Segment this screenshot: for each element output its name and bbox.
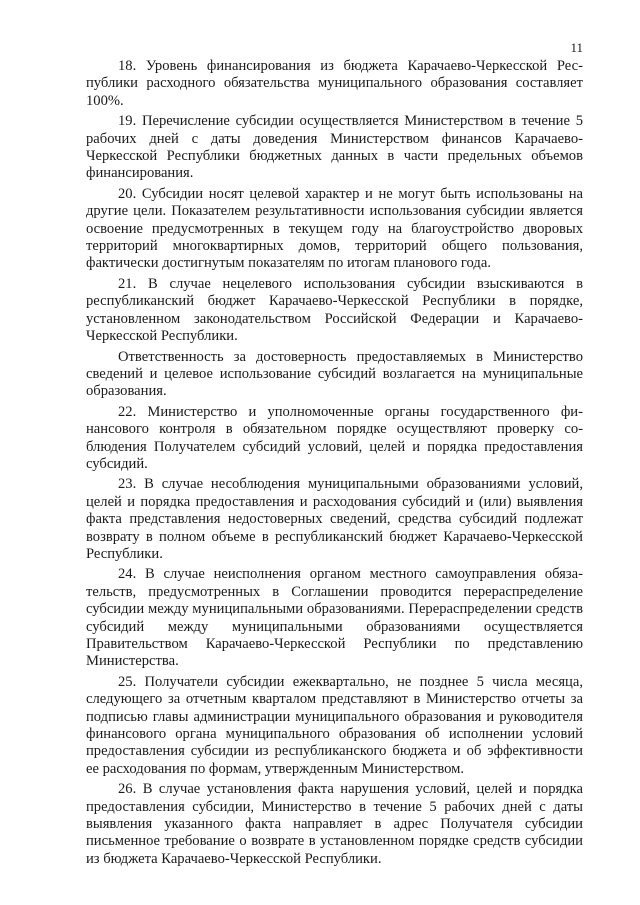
paragraph-21: 21. В случае нецелевого использования субсидии взыскиваются в республиканский бюджет Карачаево-Черкесской Республики в порядке, установленном законодательством Российской Федерации и Карачаево-Черкесской Республики.	[86, 275, 583, 345]
paragraph-26: 26. В случае установления факта нарушения условий, целей и порядка предоставления субсидии, Министерство в течение 5 рабочих дней с даты выявления указанного факта направляет в адрес Получателя субсидии письменное требование о возврате в установленном порядке средств субсидии из бюджета Карачаево-Черкесской Республики.	[86, 781, 583, 867]
document-body	[86, 58, 583, 868]
paragraph-19: 19. Перечисление субсидии осуществляется Министерством в течение 5 рабочих дней с даты доведения Министерством финансов Карачаево-Черкесской Республики бюджетных данных в части предельных объемов финансирования.	[86, 113, 583, 182]
paragraph-18: 18. Уровень финансирования из бюджета Карачаево-Черкесской Республики расходного обязательства муниципального образования составляет 100%.	[86, 58, 583, 109]
paragraph-20: 20. Субсидии носят целевой характер и не могут быть использованы на другие цели. Показателем результативности использования субсидии является освоение предусмотренных в текущем году на благоустройство дворовых территорий многоквартирных домов, территорий общего пользования, фактически достигнутым показателям по итогам планового года.	[86, 185, 583, 272]
paragraph-24: 24. В случае неисполнения органом местного самоуправления обязательств, предусмотренных в Соглашении проводится перераспределение субсидии между муниципальными образованиями. Перераспределении средств субсидий между муниципальными образованиями осуществляется Правительством Карачаево-Черкесской Республики по представлению Министерства.	[86, 566, 583, 670]
page-number: 11	[570, 40, 583, 55]
paragraph-23: 23. В случае несоблюдения муниципальными образованиями условий, целей и порядка предоставления и расходования субсидий и (или) выявления факта представления недостоверных сведений, средства субсидий подлежат возврату в полном объеме в республиканский бюджет Карачаево-Черкесской Республики.	[86, 476, 583, 562]
paragraph-responsibility: Ответственность за достоверность предоставляемых в Министерство сведений и целевое использование субсидий возлагается на муниципальные образования.	[86, 348, 583, 400]
paragraph-22: 22. Министерство и уполномоченные органы государственного финансового контроля в обязательном порядке осуществляют проверку соблюдения Получателем субсидий условий, целей и порядка предоставления субсидий.	[86, 403, 583, 472]
paragraph-25: 25. Получатели субсидии ежеквартально, не позднее 5 числа месяца, следующего за отчетным кварталом представляют в Министерство отчеты за подписью главы администрации муниципального образования и руководителя финансового органа муниципального образования об исполнении условий предоставления субсидии из республиканского бюджета и об эффективности ее расходования по формам, утвержденным Министерством.	[86, 673, 583, 777]
